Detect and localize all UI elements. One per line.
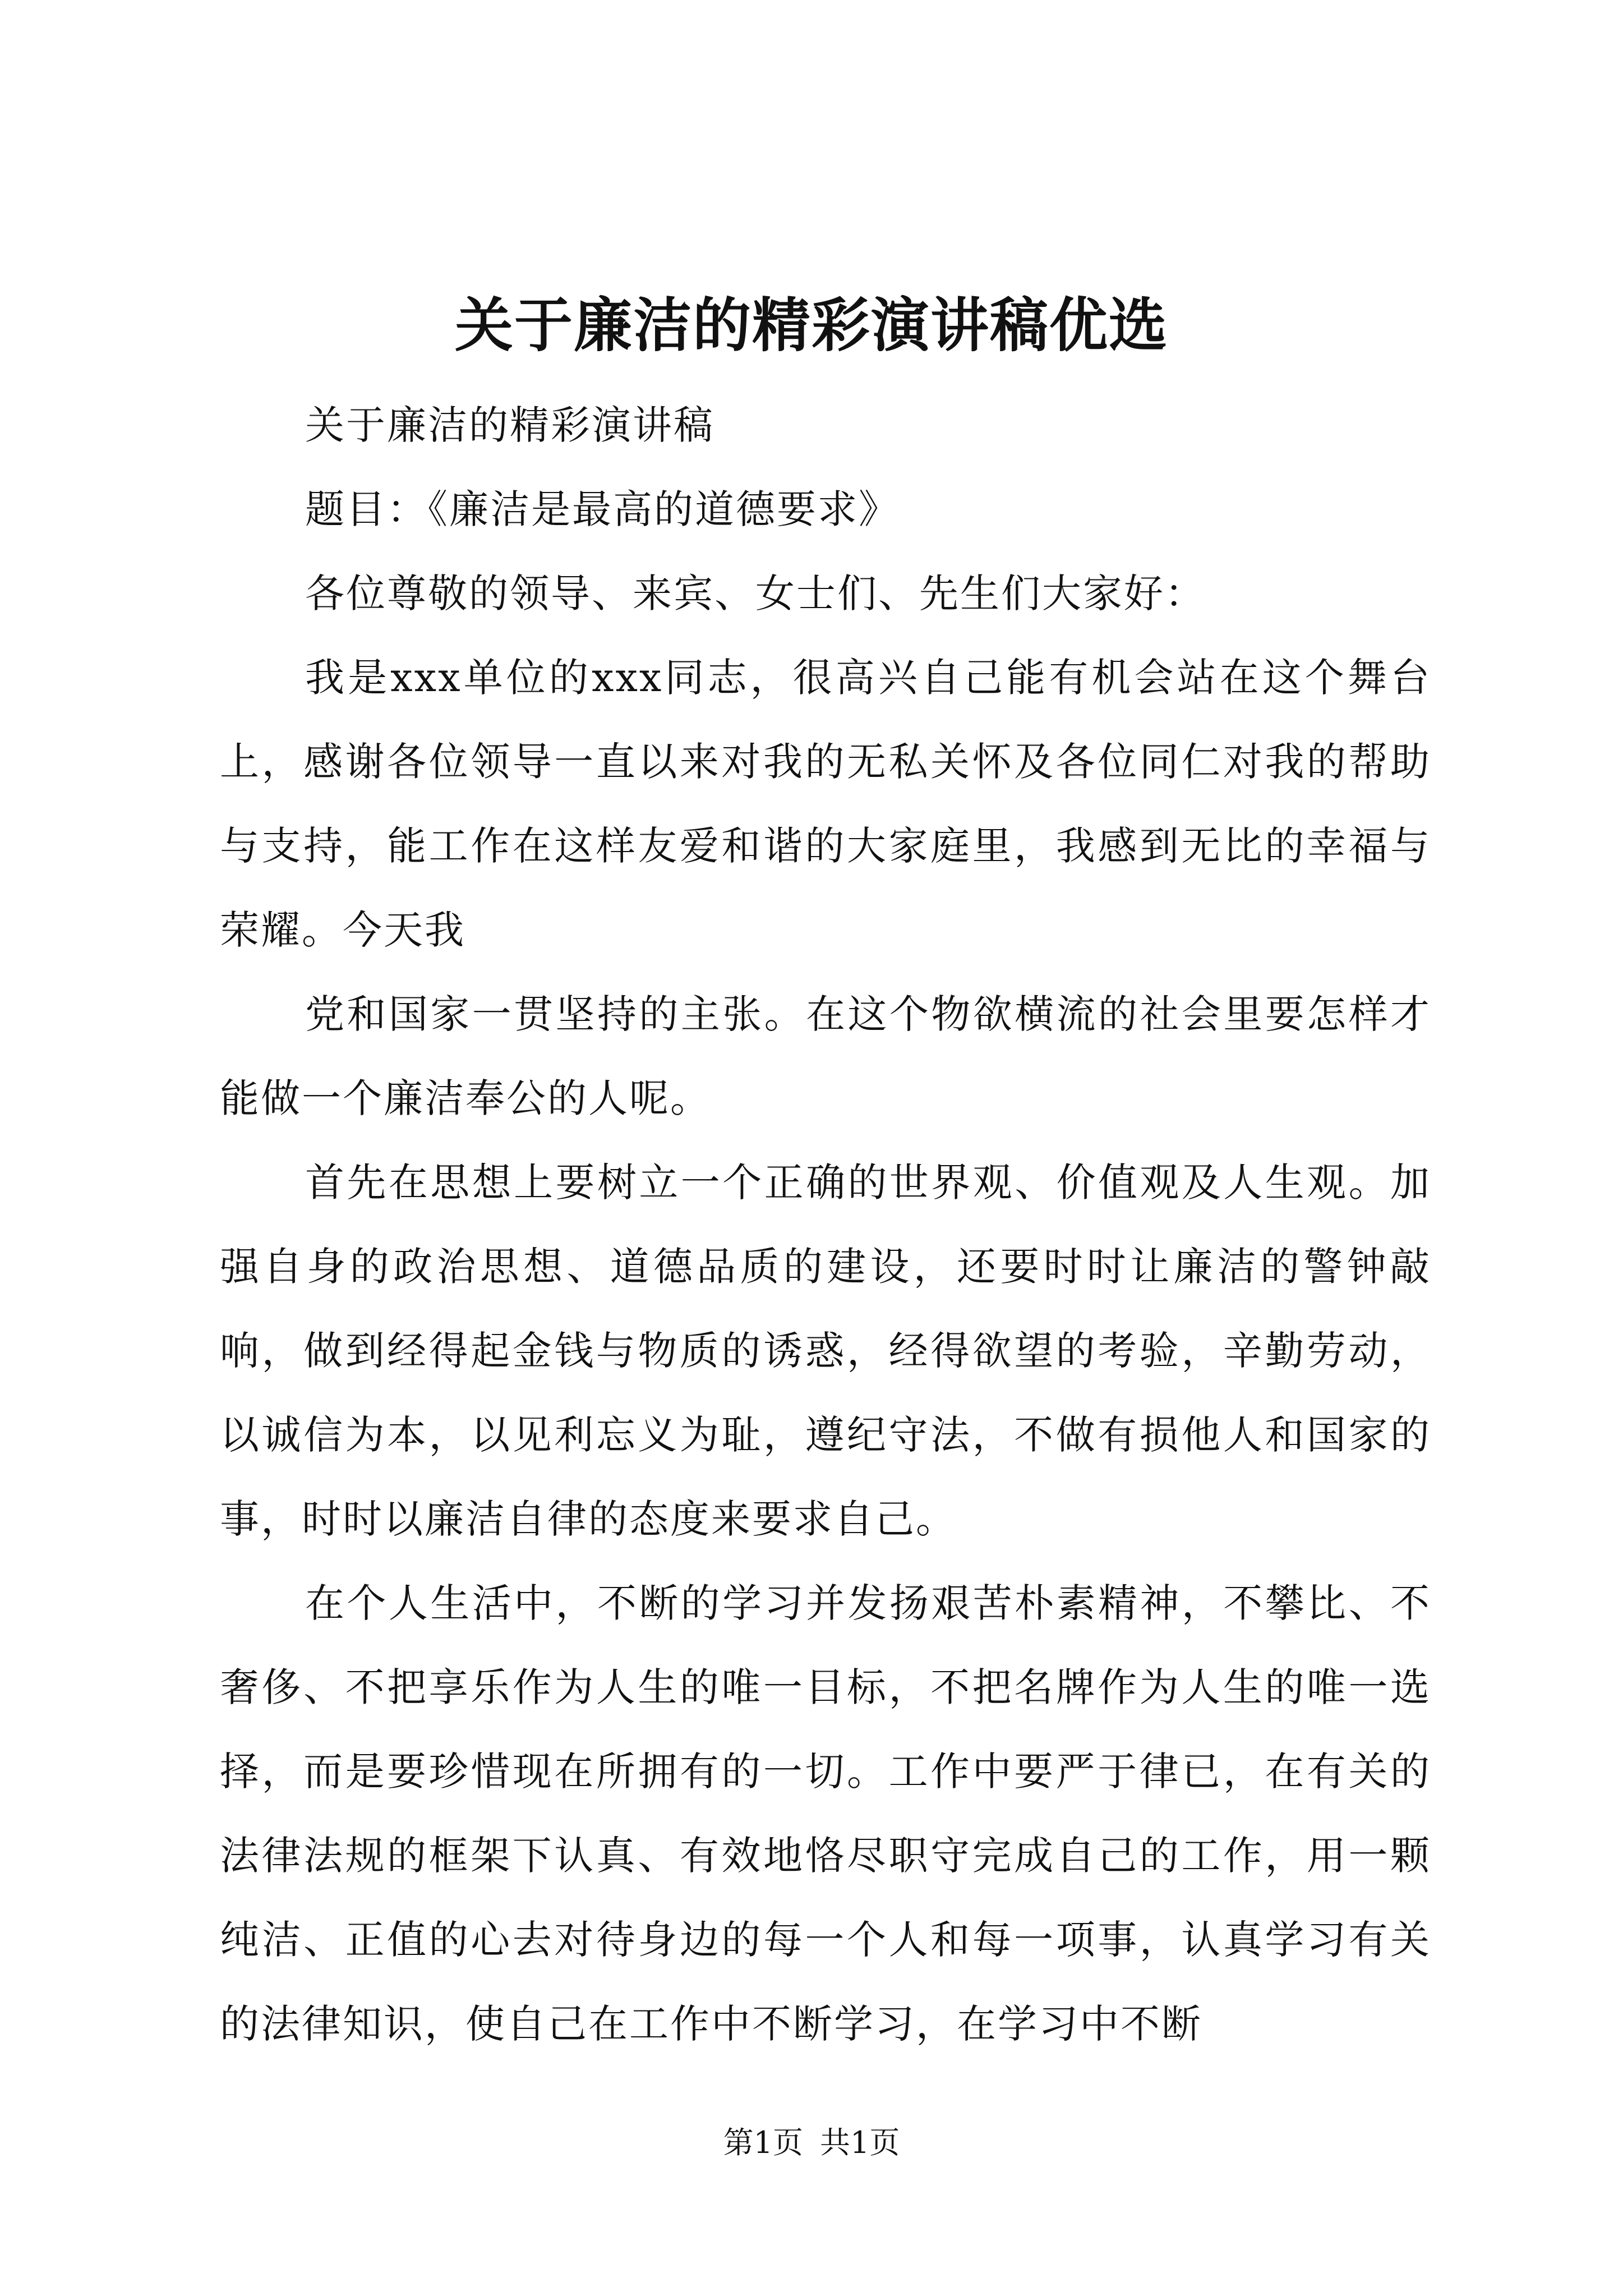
document-body [220, 383, 1431, 2066]
paragraph-ideology: 首先在思想上要树立一个正确的世界观、价值观及人生观。加强自身的政治思想、道德品质的建设，还要时时让廉洁的警钟敲响，做到经得起金钱与物质的诱惑，经得欲望的考验，辛勤劳动，以诚信为本，以见利忘义为耻，遵纪守法，不做有损他人和国家的事，时时以廉洁自律的态度来要求自己。 [220, 1159, 1431, 1542]
paragraph-greeting: 各位尊敬的领导、来宾、女士们、先生们大家好： [305, 570, 1206, 616]
document-title: 关于廉洁的精彩演讲稿优选 [454, 291, 1168, 360]
paragraph-topic: 题目：《廉洁是最高的道德要求》 [305, 486, 900, 532]
page-number-total: 共1页 [820, 2125, 900, 2160]
paragraph-subtitle: 关于廉洁的精彩演讲稿 [305, 402, 714, 448]
paragraph-personal-life: 在个人生活中，不断的学习并发扬艰苦朴素精神，不攀比、不奢侈、不把享乐作为人生的唯一目标，不把名牌作为人生的唯一选择，而是要珍惜现在所拥有的一切。工作中要严于律已，在有关的法律法规的框架下认真、有效地恪尽职守完成自己的工作，用一颗纯洁、正值的心去对待身边的每一个人和每一项事，认真学习有关的法律知识，使自己在工作中不断学习，在学习中不断 [220, 1580, 1431, 2047]
paragraph-introduction: 我是xxx单位的xxx同志，很高兴自己能有机会站在这个舞台上，感谢各位领导一直以来对我的无私关怀及各位同仁对我的帮助与支持，能工作在这样友爱和谐的大家庭里，我感到无比的幸福与荣耀。今天我 [220, 655, 1431, 953]
page-footer [0, 2123, 1623, 2162]
page-number-current: 第1页 [723, 2125, 803, 2160]
paragraph-party-and-state: 党和国家一贯坚持的主张。在这个物欲横流的社会里要怎样才能做一个廉洁奉公的人呢。 [220, 991, 1431, 1121]
